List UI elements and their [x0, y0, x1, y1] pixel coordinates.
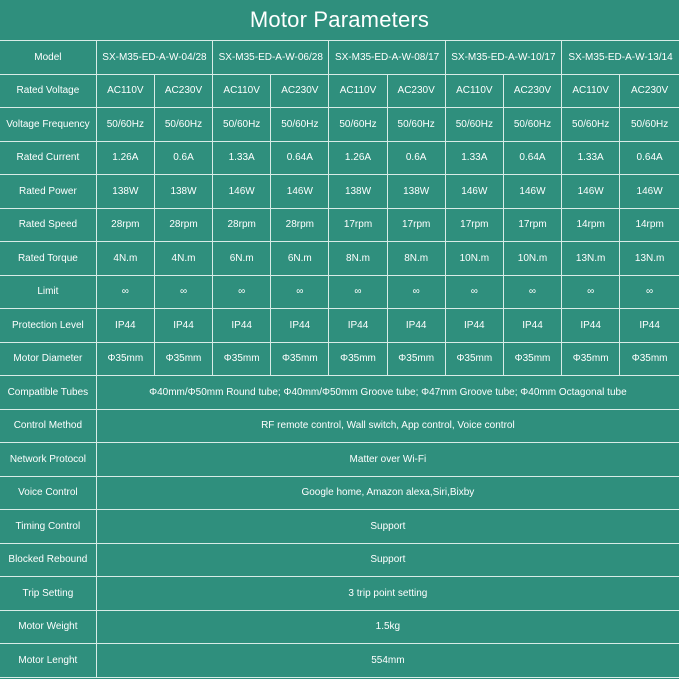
shared-row [0, 543, 679, 577]
row-label: Rated Voltage [0, 74, 96, 108]
spec-value: AC110V [562, 74, 620, 108]
spec-value: ∞ [387, 275, 445, 309]
spec-value: 17rpm [329, 208, 387, 242]
spec-value: ∞ [213, 275, 271, 309]
spec-value: 14rpm [562, 208, 620, 242]
row-label: Rated Torque [0, 242, 96, 276]
row-label: Protection Level [0, 309, 96, 343]
spec-row [0, 275, 679, 309]
spec-value: AC110V [96, 74, 154, 108]
spec-value: 146W [271, 175, 329, 209]
spec-value: Φ35mm [329, 342, 387, 376]
spec-value: 146W [445, 175, 503, 209]
row-label: Motor Lenght [0, 644, 96, 678]
shared-value: 554mm [96, 644, 679, 678]
spec-value: 17rpm [503, 208, 561, 242]
spec-value: IP44 [620, 309, 679, 343]
parameters-table [0, 41, 679, 678]
spec-value: 138W [329, 175, 387, 209]
spec-value: 146W [562, 175, 620, 209]
model-name: SX-M35-ED-A-W-06/28 [213, 41, 329, 74]
spec-value: ∞ [562, 275, 620, 309]
spec-value: 1.26A [96, 141, 154, 175]
spec-value: IP44 [96, 309, 154, 343]
spec-value: 146W [213, 175, 271, 209]
row-label: Control Method [0, 409, 96, 443]
row-label: Rated Power [0, 175, 96, 209]
spec-value: ∞ [620, 275, 679, 309]
row-label: Voltage Frequency [0, 108, 96, 142]
spec-value: AC230V [154, 74, 212, 108]
spec-value: IP44 [271, 309, 329, 343]
model-label: Model [0, 41, 96, 74]
model-name: SX-M35-ED-A-W-10/17 [445, 41, 561, 74]
shared-row [0, 510, 679, 544]
spec-row [0, 208, 679, 242]
spec-value: 146W [503, 175, 561, 209]
spec-value: 0.6A [387, 141, 445, 175]
table-body [0, 41, 679, 677]
shared-value: Matter over Wi-Fi [96, 443, 679, 477]
spec-row [0, 74, 679, 108]
shared-value: Google home, Amazon alexa,Siri,Bixby [96, 476, 679, 510]
spec-value: 0.64A [503, 141, 561, 175]
spec-value: 146W [620, 175, 679, 209]
row-label: Rated Speed [0, 208, 96, 242]
spec-value: 50/60Hz [445, 108, 503, 142]
spec-value: 50/60Hz [154, 108, 212, 142]
shared-row [0, 376, 679, 410]
row-label: Network Protocol [0, 443, 96, 477]
spec-value: Φ35mm [96, 342, 154, 376]
model-row [0, 41, 679, 74]
spec-row [0, 141, 679, 175]
spec-value: 1.33A [562, 141, 620, 175]
spec-value: ∞ [154, 275, 212, 309]
spec-value: 17rpm [387, 208, 445, 242]
spec-row [0, 108, 679, 142]
spec-value: 28rpm [213, 208, 271, 242]
spec-value: 8N.m [387, 242, 445, 276]
spec-value: 1.26A [329, 141, 387, 175]
spec-value: 17rpm [445, 208, 503, 242]
spec-value: 10N.m [503, 242, 561, 276]
spec-value: 50/60Hz [213, 108, 271, 142]
spec-value: IP44 [445, 309, 503, 343]
spec-value: 1.33A [213, 141, 271, 175]
spec-value: ∞ [445, 275, 503, 309]
spec-row [0, 175, 679, 209]
shared-row [0, 577, 679, 611]
spec-value: 6N.m [213, 242, 271, 276]
spec-value: Φ35mm [503, 342, 561, 376]
row-label: Timing Control [0, 510, 96, 544]
spec-value: ∞ [96, 275, 154, 309]
spec-value: Φ35mm [387, 342, 445, 376]
spec-value: 138W [96, 175, 154, 209]
spec-value: 0.64A [620, 141, 679, 175]
spec-value: 50/60Hz [620, 108, 679, 142]
shared-value: Φ40mm/Φ50mm Round tube; Φ40mm/Φ50mm Groove tube; Φ47mm Groove tube; Φ40mm Octagonal tube [96, 376, 679, 410]
shared-row [0, 409, 679, 443]
row-label: Limit [0, 275, 96, 309]
spec-value: 28rpm [96, 208, 154, 242]
spec-value: Φ35mm [620, 342, 679, 376]
spec-value: 0.6A [154, 141, 212, 175]
spec-row [0, 342, 679, 376]
shared-value: 3 trip point setting [96, 577, 679, 611]
spec-value: 50/60Hz [503, 108, 561, 142]
spec-value: AC230V [271, 74, 329, 108]
spec-value: 6N.m [271, 242, 329, 276]
spec-value: 4N.m [96, 242, 154, 276]
spec-value: IP44 [387, 309, 445, 343]
spec-value: ∞ [271, 275, 329, 309]
spec-value: IP44 [562, 309, 620, 343]
spec-value: AC110V [445, 74, 503, 108]
spec-value: ∞ [329, 275, 387, 309]
spec-value: 50/60Hz [562, 108, 620, 142]
spec-value: 50/60Hz [96, 108, 154, 142]
spec-value: Φ35mm [271, 342, 329, 376]
spec-value: 50/60Hz [271, 108, 329, 142]
row-label: Trip Setting [0, 577, 96, 611]
spec-row [0, 309, 679, 343]
spec-value: IP44 [213, 309, 271, 343]
shared-row [0, 644, 679, 678]
spec-value: 138W [387, 175, 445, 209]
spec-value: IP44 [154, 309, 212, 343]
shared-value: Support [96, 543, 679, 577]
spec-value: 10N.m [445, 242, 503, 276]
spec-value: AC110V [213, 74, 271, 108]
row-label: Blocked Rebound [0, 543, 96, 577]
spec-value: 13N.m [562, 242, 620, 276]
model-name: SX-M35-ED-A-W-13/14 [562, 41, 679, 74]
spec-value: Φ35mm [213, 342, 271, 376]
spec-value: IP44 [503, 309, 561, 343]
row-label: Rated Current [0, 141, 96, 175]
spec-value: Φ35mm [445, 342, 503, 376]
spec-value: 138W [154, 175, 212, 209]
model-name: SX-M35-ED-A-W-04/28 [96, 41, 212, 74]
spec-value: 50/60Hz [387, 108, 445, 142]
shared-row [0, 610, 679, 644]
page-title: Motor Parameters [0, 0, 679, 41]
spec-value: ∞ [503, 275, 561, 309]
shared-row [0, 443, 679, 477]
spec-value: Φ35mm [562, 342, 620, 376]
spec-value: 14rpm [620, 208, 679, 242]
spec-value: 1.33A [445, 141, 503, 175]
spec-value: 0.64A [271, 141, 329, 175]
spec-value: Φ35mm [154, 342, 212, 376]
spec-value: 28rpm [154, 208, 212, 242]
spec-value: AC230V [620, 74, 679, 108]
spec-value: IP44 [329, 309, 387, 343]
spec-value: AC230V [387, 74, 445, 108]
spec-value: 50/60Hz [329, 108, 387, 142]
row-label: Motor Weight [0, 610, 96, 644]
shared-row [0, 476, 679, 510]
spec-value: AC230V [503, 74, 561, 108]
spec-value: 13N.m [620, 242, 679, 276]
shared-value: RF remote control, Wall switch, App control, Voice control [96, 409, 679, 443]
row-label: Voice Control [0, 476, 96, 510]
model-name: SX-M35-ED-A-W-08/17 [329, 41, 445, 74]
row-label: Motor Diameter [0, 342, 96, 376]
spec-value: AC110V [329, 74, 387, 108]
shared-value: Support [96, 510, 679, 544]
spec-value: 8N.m [329, 242, 387, 276]
row-label: Compatible Tubes [0, 376, 96, 410]
spec-value: 28rpm [271, 208, 329, 242]
spec-row [0, 242, 679, 276]
spec-value: 4N.m [154, 242, 212, 276]
shared-value: 1.5kg [96, 610, 679, 644]
